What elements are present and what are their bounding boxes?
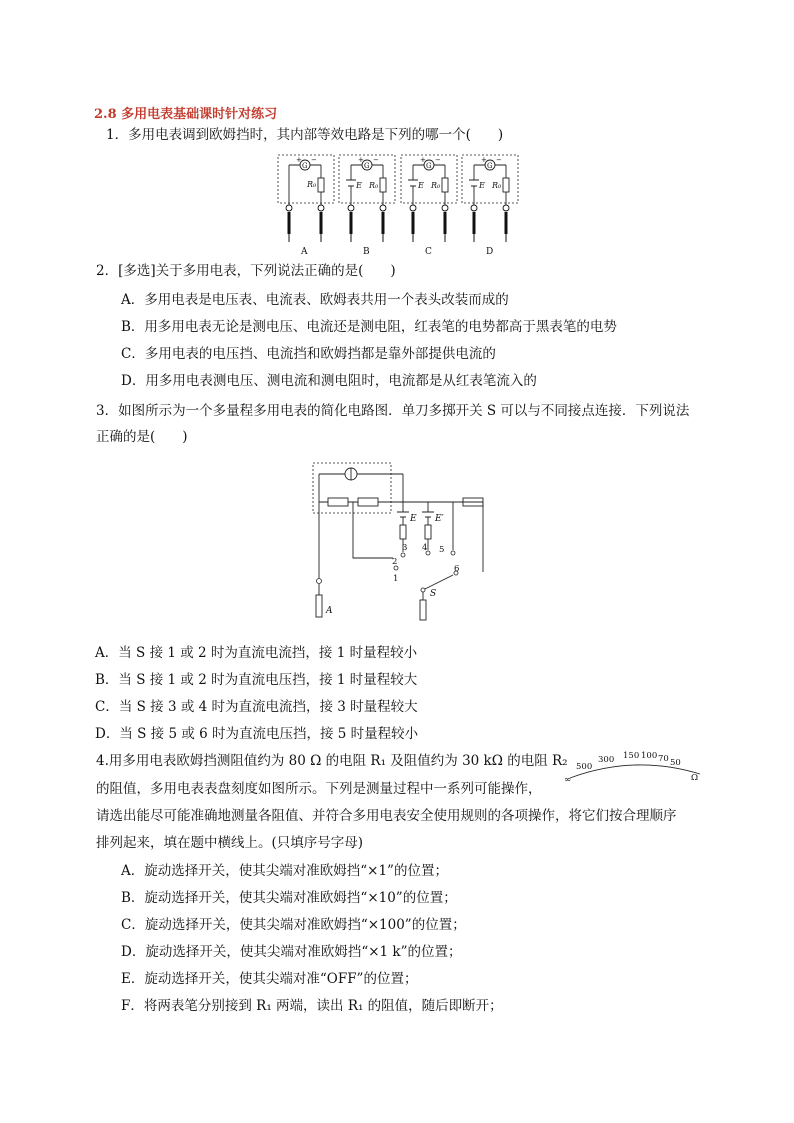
svg-text:+: + xyxy=(481,156,487,164)
q3-option-d: D．当 S 接 5 或 6 时为直流电压挡，接 5 时量程较小 xyxy=(95,726,419,742)
svg-text:3: 3 xyxy=(402,543,408,553)
dial-150: 150 xyxy=(623,751,640,761)
q4-stem-line1: 4.用多用电表欧姆挡测阻值约为 80 Ω 的电阻 R₁ 及阻值约为 30 kΩ 的电阻 R₂ xyxy=(96,753,568,769)
svg-text:R₀: R₀ xyxy=(307,180,317,189)
q2-option-d: D．用多用电表测电压、测电流和测电阻时，电流都是从红表笔流入的 xyxy=(121,373,537,389)
q4-ohm-dial-figure xyxy=(560,744,710,786)
dial-500: 500 xyxy=(576,762,593,772)
svg-text:6: 6 xyxy=(454,564,460,574)
svg-text:G: G xyxy=(426,162,432,170)
svg-text:−: − xyxy=(496,156,502,164)
q1-circuit-figure xyxy=(275,150,525,260)
q3-option-c: C．当 S 接 3 或 4 时为直流电流挡，接 3 时量程较大 xyxy=(95,699,418,715)
svg-text:−: − xyxy=(435,156,441,164)
svg-text:5: 5 xyxy=(439,545,445,555)
svg-text:1: 1 xyxy=(393,574,399,584)
svg-text:R₀: R₀ xyxy=(369,181,379,190)
q1-label-d: D xyxy=(486,247,494,257)
svg-text:4: 4 xyxy=(422,543,428,553)
svg-text:A: A xyxy=(326,606,333,616)
dial-100: 100 xyxy=(641,751,658,761)
svg-text:2: 2 xyxy=(392,557,398,567)
svg-text:R₀: R₀ xyxy=(431,181,441,190)
q2-option-b: B．用多用电表无论是测电压、电流还是测电阻，红表笔的电势都高于黑表笔的电势 xyxy=(121,319,617,335)
dial-300: 300 xyxy=(598,755,615,765)
svg-text:G: G xyxy=(487,162,493,170)
svg-text:E: E xyxy=(356,181,362,190)
q3-circuit-figure xyxy=(308,460,498,628)
q3-stem-line1: 3．如图所示为一个多量程多用电表的简化电路图．单刀多掷开关 S 可以与不同接点连接．下列说法 xyxy=(96,403,690,419)
q3-option-a: A．当 S 接 1 或 2 时为直流电流挡，接 1 时量程较小 xyxy=(95,645,418,661)
svg-text:S: S xyxy=(430,589,437,599)
q2-option-a: A．多用电表是电压表、电流表、欧姆表共用一个表头改装而成的 xyxy=(121,292,509,308)
svg-text:G: G xyxy=(302,162,308,170)
svg-text:E: E xyxy=(418,181,424,190)
q4-option-b: B．旋动选择开关，使其尖端对准欧姆挡“×10”的位置； xyxy=(121,890,457,906)
dial-50: 50 xyxy=(670,758,681,768)
q1-label-a: A xyxy=(301,247,308,257)
svg-text:G: G xyxy=(364,162,370,170)
q4-option-a: A．旋动选择开关，使其尖端对准欧姆挡“×1”的位置； xyxy=(121,863,448,879)
q4-option-c: C．旋动选择开关，使其尖端对准欧姆挡“×100”的位置； xyxy=(121,917,466,933)
dial-70: 70 xyxy=(658,754,669,764)
svg-text:E: E xyxy=(410,514,417,524)
svg-text:+: + xyxy=(420,156,426,164)
svg-text:E′: E′ xyxy=(435,514,444,524)
q4-stem-line4: 排列起来，填在题中横线上。(只填序号字母) xyxy=(96,835,364,851)
q2-option-c: C．多用电表的电压挡、电流挡和欧姆挡都是靠外部提供电流的 xyxy=(121,346,496,362)
q2-stem: 2．[多选]关于多用电表，下列说法正确的是( ) xyxy=(96,263,396,279)
svg-text:+: + xyxy=(358,156,364,164)
q4-option-e: E．旋动选择开关，使其尖端对准“OFF”的位置； xyxy=(121,971,418,987)
svg-text:R₀: R₀ xyxy=(492,181,502,190)
dial-inf: ∞ xyxy=(564,775,572,785)
worksheet-title: 2.8 多用电表基础课时针对练习 xyxy=(94,107,278,122)
q4-option-d: D．旋动选择开关，使其尖端对准欧姆挡“×1 k”的位置； xyxy=(121,944,462,960)
q1-label-b: B xyxy=(363,247,370,257)
q3-stem-line2: 正确的是( ) xyxy=(96,429,188,445)
q4-stem-line3: 请选出能尽可能准确地测量各阻值、并符合多用电表安全使用规则的各项操作，将它们按合理顺序 xyxy=(96,808,677,824)
q4-stem-line2: 的阻值，多用电表表盘刻度如图所示。下列是测量过程中一系列可能操作， xyxy=(96,781,542,797)
svg-text:+: + xyxy=(296,156,302,164)
q1-label-c: C xyxy=(425,247,432,257)
q4-option-f: F．将两表笔分别接到 R₁ 两端，读出 R₁ 的阻值，随后即断开； xyxy=(121,998,503,1014)
dial-omega: Ω xyxy=(691,773,699,783)
q3-option-b: B．当 S 接 1 或 2 时为直流电压挡，接 1 时量程较大 xyxy=(95,672,418,688)
svg-text:−: − xyxy=(373,156,379,164)
q1-stem: 1．多用电表调到欧姆挡时，其内部等效电路是下列的哪一个( ) xyxy=(106,127,504,143)
svg-text:−: − xyxy=(311,156,317,164)
svg-text:E: E xyxy=(479,181,485,190)
